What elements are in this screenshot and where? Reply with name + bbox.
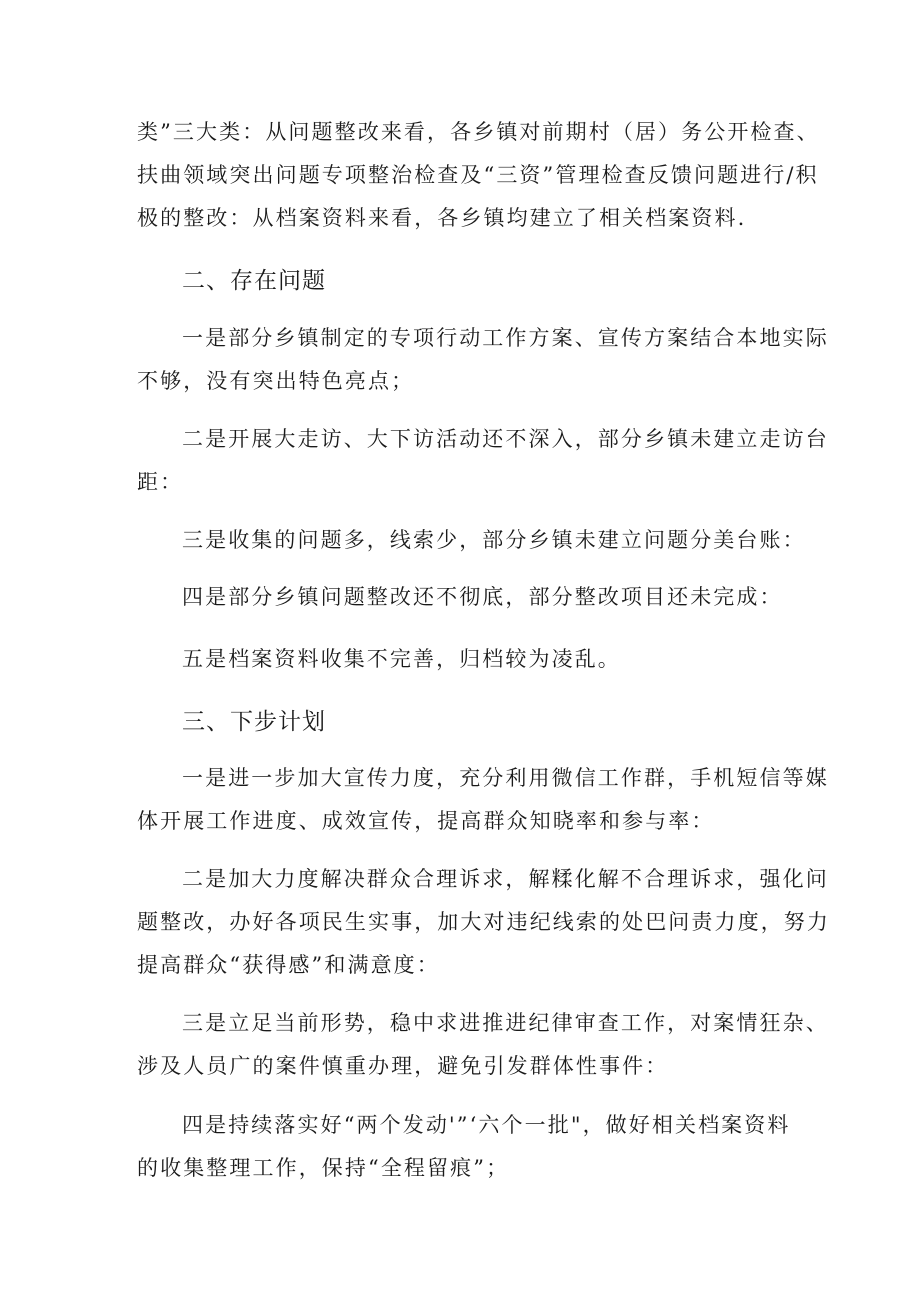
intro-line-3: 极的整改：从档案资料来看，各乡镇均建立了相关档案资料. xyxy=(137,206,747,230)
plan-item-4-line-2: 的收集整理工作，保持“全程留痕”； xyxy=(137,1156,510,1180)
section-heading-problems: 二、存在问题 xyxy=(182,268,326,294)
plan-item-2-line-3: 提高群众“获得感”和满意度： xyxy=(137,953,440,977)
problem-item-1-line-2: 不够，没有突出特色亮点； xyxy=(137,369,415,393)
problem-item-4: 四是部分乡镇问题整改还不彻底，部分整改项目还未完成： xyxy=(182,585,783,609)
problem-item-2-line-2: 距： xyxy=(137,470,184,494)
intro-line-2: 扶曲领域突出问题专项整治检查及“三资”管理检查反馈问题进行/积 xyxy=(137,163,819,187)
plan-item-4-line-1: 四是持续落实好“两个发动'”‘六个一批"，做好相关档案资料 xyxy=(182,1113,791,1137)
plan-item-2-line-1: 二是加大力度解决群众合理诉求，解糅化解不合理诉求，强化问 xyxy=(182,867,829,891)
problem-item-3: 三是收集的问题多，线索少，部分乡镇未建立问题分美台账： xyxy=(182,528,806,552)
plan-item-2-line-2: 题整改，办好各项民生实事，加大对违纪线索的处巴问责力度，努力 xyxy=(137,910,830,934)
problem-item-1-line-1: 一是部分乡镇制定的专项行动工作方案、宣传方案结合本地实际 xyxy=(182,326,829,350)
problem-item-5: 五是档案资料收集不完善，归档较为凌乱。 xyxy=(182,647,621,671)
plan-item-3-line-2: 涉及人员广的案件慎重办理，避免引发群体性事件： xyxy=(137,1054,669,1078)
problem-item-2-line-1: 二是开展大走访、大下访活动还不深入，部分乡镇未建立走访台 xyxy=(182,427,829,451)
section-heading-next-steps: 三、下步计划 xyxy=(182,709,326,735)
plan-item-1-line-2: 体开展工作进度、成效宣传，提高群众知晓率和参与率： xyxy=(137,809,715,833)
intro-line-1: 类”三大类：从问题整改来看，各乡镇对前期村（居）务公开检查、 xyxy=(137,120,820,144)
plan-item-1-line-1: 一是进一步加大宣传力度，充分利用微信工作群，手机短信等媒 xyxy=(182,766,829,790)
plan-item-3-line-1: 三是立足当前形势，稳中求进推进纪律审查工作，对案情狂杂、 xyxy=(182,1011,829,1035)
